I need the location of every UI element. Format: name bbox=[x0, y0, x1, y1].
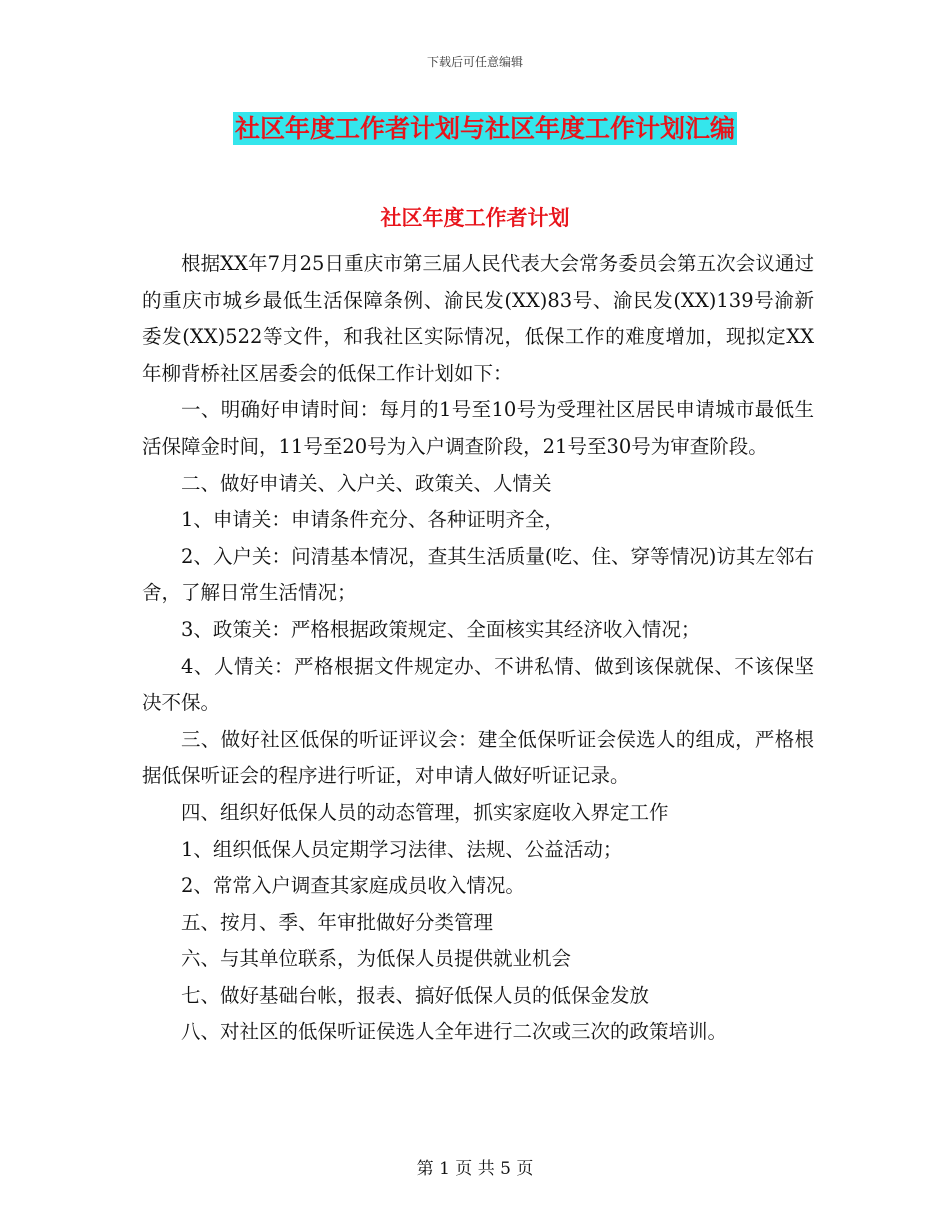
paragraph-item-2: 二、做好申请关、入户关、政策关、人情关 bbox=[181, 471, 552, 495]
paragraph-item-1: 一、明确好申请时间：每月的1号至10号为受理社区居民申请城市最低生活保障金时间，11号至20号为入户调查阶段，21号至30号为审查阶段。 bbox=[142, 398, 814, 458]
paragraph-item-3: 三、做好社区低保的听证评议会：建全低保听证会侯选人的组成，严格根据低保听证会的程序进行听证，对申请人做好听证记录。 bbox=[142, 727, 814, 788]
paragraph-item-7: 七、做好基础台帐，报表、搞好低保人员的低保金发放 bbox=[181, 983, 650, 1007]
paragraph-sub-item: 1、申请关：申请条件充分、各种证明齐全， bbox=[181, 508, 564, 532]
paragraph-item-6: 六、与其单位联系，为低保人员提供就业机会 bbox=[181, 947, 572, 971]
body-text bbox=[142, 246, 814, 1051]
paragraph-sub-item: 1、组织低保人员定期学习法律、法规、公益活动； bbox=[181, 837, 623, 861]
section-title: 社区年度工作者计划 bbox=[380, 205, 570, 230]
paragraph-item-4: 四、组织好低保人员的动态管理，抓实家庭收入界定工作 bbox=[181, 800, 669, 824]
paragraph-item-8: 八、对社区的低保听证侯选人全年进行二次或三次的政策培训。 bbox=[181, 1020, 728, 1044]
paragraph-sub-item: 4、人情关：严格根据文件规定办、不讲私情、做到该保就保、不该保坚决不保。 bbox=[142, 654, 814, 715]
main-title: 社区年度工作者计划与社区年度工作计划汇编 bbox=[235, 114, 736, 143]
paragraph-intro: 根据XX年7月25日重庆市第三届人民代表大会常务委员会第五次会议通过的重庆市城乡最低生活保障条例、渝民发(XX)83号、渝民发(XX)139号渝新委发(XX)522等文件，和我社区实际情况，低保工作的难度增加，现拟定XX年柳背桥社区居委会的低保工作计划如下： bbox=[142, 252, 814, 385]
header-note: 下载后可任意编辑 bbox=[426, 55, 523, 69]
paragraph-sub-item: 2、常常入户调查其家庭成员收入情况。 bbox=[181, 874, 525, 898]
page-footer: 第 1 页 共 5 页 bbox=[416, 1159, 534, 1179]
paragraph-sub-item: 2、入户关：问清基本情况，查其生活质量(吃、住、穿等情况)访其左邻右舍，了解日常生活情况； bbox=[142, 544, 814, 605]
paragraph-sub-item: 3、政策关：严格根据政策规定、全面核实其经济收入情况； bbox=[181, 617, 701, 641]
paragraph-item-5: 五、按月、季、年审批做好分类管理 bbox=[181, 910, 494, 934]
